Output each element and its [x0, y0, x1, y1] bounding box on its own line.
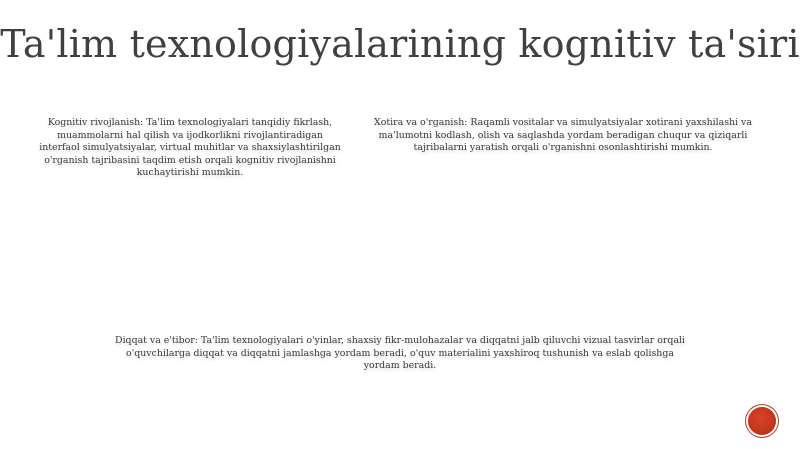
red-circle-nav-icon[interactable]: [748, 407, 776, 435]
memory-learning-text: Xotira va o'rganish: Raqamli vositalar va simulyatsiyalar xotirani yaxshilashi va ma'lumotni kodlash, olish va saqlashda yordam beradigan chuqur va qiziqarli tajribalarni yaratish orqali o'rganishni osonlashtirishi mumkin.: [374, 117, 752, 154]
cognitive-development-text: Kognitiv rivojlanish: Ta'lim texnologiyalari tanqidiy fikrlash, muammolarni hal qilish va ijodkorlikni rivojlantiradigan interfaol simulyatsiyalar, virtual muhitlar va shaxsiylashtirilgan o'rganish tajribasini taqdim etish orqali kognitiv rivojlanishni kuchaytirishi mumkin.: [39, 117, 341, 179]
slide-title: Ta'lim texnologiyalarining kognitiv ta'siri: [0, 22, 800, 66]
attention-focus-text: Diqqat va e'tibor: Ta'lim texnologiyalari o'yinlar, shaxsiy fikr-mulohazalar va diqqatni jalb qiluvchi vizual tasvirlar orqali o'quvchilarga diqqat va diqqatni jamlashga yordam beradi, o'quv materialini yaxshiroq tushunish va eslab qolishga yordam beradi.: [115, 335, 685, 372]
